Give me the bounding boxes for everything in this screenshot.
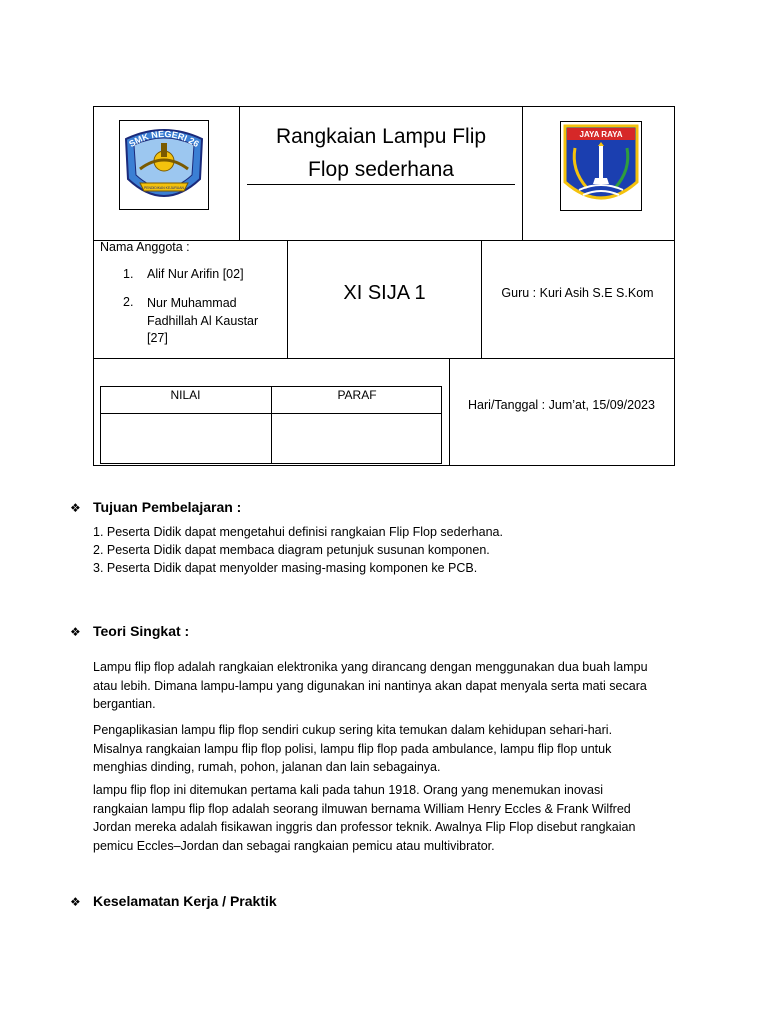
member-2-name-line-2: Fadhillah Al Kaustar (147, 313, 259, 328)
teori-paragraph-3 (93, 781, 673, 855)
divider (522, 106, 523, 240)
tujuan-list (93, 523, 503, 577)
divider (93, 358, 674, 359)
tujuan-heading: Tujuan Pembelajaran : (93, 499, 242, 515)
school-logo-text: SMK NEGERI 26 (127, 128, 201, 150)
bullet-icon: ❖ (70, 625, 81, 639)
class-name: XI SIJA 1 (343, 282, 426, 304)
members-label: Nama Anggota : (100, 240, 190, 254)
paraf-label: PARAF (337, 388, 377, 402)
paraf-field[interactable] (272, 414, 441, 463)
list-item: 3. Peserta Didik dapat menyolder masing-masing komponen ke PCB. (93, 561, 478, 575)
text-line: Pengaplikasian lampu flip flop sendiri cukup sering kita temukan dalam kehidupan sehari-hari. (93, 723, 613, 737)
list-item: 1. Peserta Didik dapat mengetahui definisi rangkaian Flip Flop sederhana. (93, 525, 503, 539)
jakarta-logo (560, 121, 642, 211)
school-shield-icon (120, 121, 208, 209)
title-line-2: Flop sederhana (308, 158, 454, 181)
divider (239, 106, 240, 240)
school-logo (119, 120, 209, 210)
title-line-1: Rangkaian Lampu Flip (275, 125, 487, 148)
teori-heading: Teori Singkat : (93, 623, 190, 639)
bullet-icon: ❖ (70, 895, 81, 909)
member-2-name-line-1: Nur Muhammad (147, 296, 237, 310)
member-1-number: 1. (123, 267, 134, 281)
member-2-number: 2. (123, 295, 134, 309)
text-line: Jordan mereka adalah fisikawan inggris dan professor teknik. Awalnya Flip Flop disebut rangkaian (93, 820, 636, 834)
text-line: pemicu Eccles–Jordan dan sebagai rangkaian pemicu atau multivibrator. (93, 838, 495, 853)
text-line: menghias dinding, rumah, pohon, jalanan dan lain sebagainya. (93, 760, 441, 774)
member-1-name: Alif Nur Arifin [02] (147, 267, 244, 281)
page-title (247, 120, 515, 186)
jakarta-logo-text: JAYA RAYA (579, 130, 623, 139)
nilai-field[interactable] (101, 414, 271, 463)
text-line: lampu flip flop ini ditemukan pertama kali pada tahun 1918. Orang yang menemukan inovasi (93, 783, 604, 797)
text-line: Lampu flip flop adalah rangkaian elektronika yang dirancang dengan menggunakan dua buah lampu (93, 660, 648, 674)
teacher-name: Guru : Kuri Asih S.E S.Kom (501, 286, 654, 300)
nilai-label: NILAI (170, 388, 201, 402)
text-line: Misalnya rangkaian lampu flip flop polisi, lampu flip flop pada ambulance, lampu flip flop untuk (93, 741, 612, 756)
member-2-name-line-3: [27] (147, 331, 168, 345)
bullet-icon: ❖ (70, 501, 81, 515)
member-2-name (147, 295, 258, 348)
jakarta-shield-icon (561, 122, 641, 210)
text-line: bergantian. (93, 697, 156, 711)
keselamatan-heading: Keselamatan Kerja / Praktik (93, 893, 277, 909)
text-line: atau lebih. Dimana lampu-lampu yang digunakan ini nantinya akan dapat menyala serta mati secara (93, 678, 647, 693)
list-item: 2. Peserta Didik dapat membaca diagram petunjuk susunan komponen. (93, 543, 490, 557)
title-underline (247, 184, 515, 185)
date-label: Hari/Tanggal : Jum’at, 15/09/2023 (468, 398, 655, 412)
teori-paragraph-1 (93, 658, 673, 714)
teori-paragraph-2 (93, 721, 673, 777)
school-logo-banner: PENDIDIKAN KEJURUAN (144, 186, 184, 190)
text-line: rangkaian lampu flip flop adalah seorang ilmuwan bernama William Henry Eccles & Frank Wilfred (93, 801, 631, 816)
